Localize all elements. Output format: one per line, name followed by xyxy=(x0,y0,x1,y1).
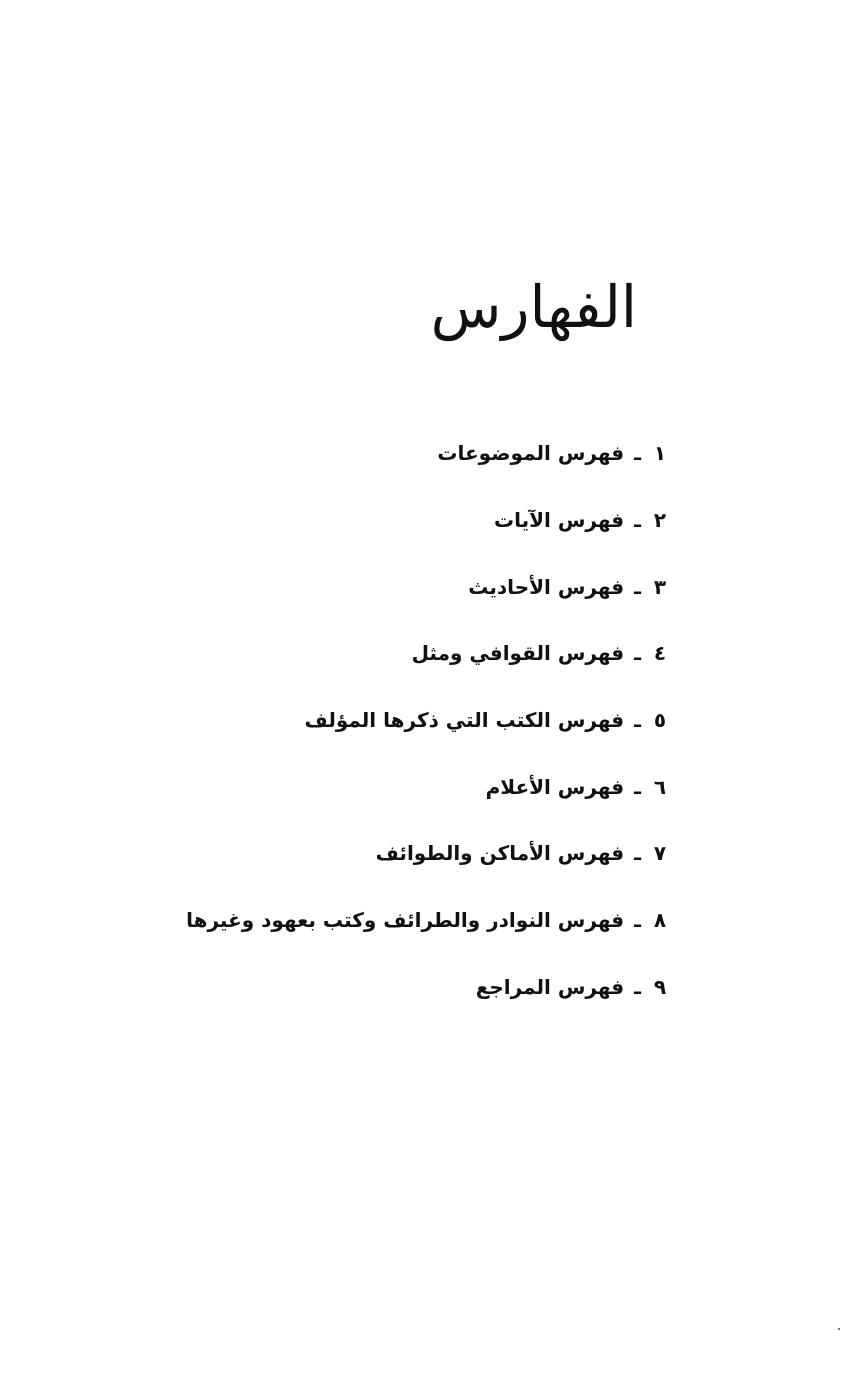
item-label: فهرس المراجع xyxy=(475,974,625,999)
item-number: ٣ xyxy=(653,574,667,599)
item-dash: ـ xyxy=(634,708,641,733)
item-dash: ـ xyxy=(634,841,641,866)
item-label: فهرس الأحاديث xyxy=(468,574,625,599)
item-number: ٥ xyxy=(653,708,667,733)
index-item xyxy=(169,687,669,754)
item-number: ٧ xyxy=(653,841,667,866)
page-title: الفهارس xyxy=(430,273,637,341)
item-number: ٩ xyxy=(653,974,667,999)
item-dash: ـ xyxy=(634,508,641,533)
index-item xyxy=(169,753,669,820)
item-label: فهرس النوادر والطرائف وكتب بعهود وغيرها xyxy=(186,908,625,933)
item-dash: ـ xyxy=(634,908,641,933)
item-number: ٤ xyxy=(653,641,667,666)
item-number: ٦ xyxy=(653,774,667,799)
index-item xyxy=(169,954,669,1021)
item-label: فهرس القوافي ومثل xyxy=(411,641,625,666)
item-label: فهرس الكتب التي ذكرها المؤلف xyxy=(304,708,625,733)
item-label: فهرس الأماكن والطوائف xyxy=(375,841,625,866)
index-item xyxy=(169,620,669,687)
item-dash: ـ xyxy=(634,574,641,599)
scan-speck xyxy=(838,1328,840,1330)
index-item xyxy=(169,553,669,620)
item-number: ٨ xyxy=(653,908,667,933)
item-dash: ـ xyxy=(634,641,641,666)
item-number: ١ xyxy=(653,441,667,466)
item-dash: ـ xyxy=(634,774,641,799)
item-number: ٢ xyxy=(653,508,667,533)
item-label: فهرس الأعلام xyxy=(485,774,625,799)
index-item xyxy=(169,887,669,954)
index-item xyxy=(169,420,669,487)
index-list xyxy=(169,420,669,1020)
item-dash: ـ xyxy=(634,974,641,999)
index-item xyxy=(169,820,669,887)
index-item xyxy=(169,487,669,554)
item-label: فهرس الموضوعات xyxy=(437,441,625,466)
item-label: فهرس الآيات xyxy=(493,508,625,533)
item-dash: ـ xyxy=(634,441,641,466)
